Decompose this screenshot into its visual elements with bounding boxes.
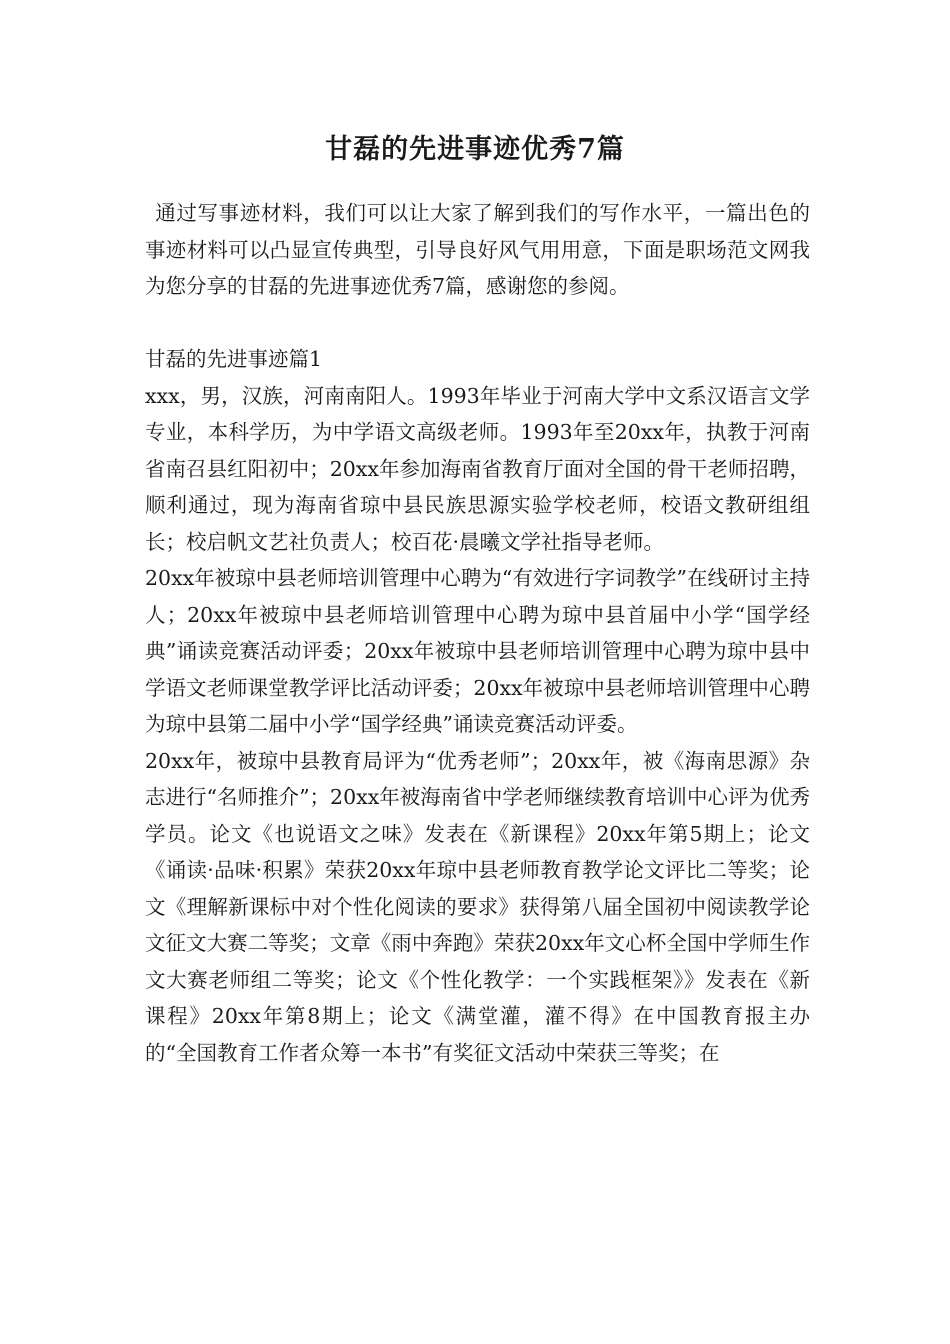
body-paragraph-1: xxx，男，汉族，河南南阳人。1993年毕业于河南大学中文系汉语言文学专业，本科学历，为中学语文高级老师。1993年至20xx年，执教于河南省南召县红阳初中；20xx年参加海南省教育厅面对全国的骨干老师招聘，顺利通过，现为海南省琼中县民族思源实验学校老师，校语文教研组组长；校启帆文艺社负责人；校百花·晨曦文学社指导老师。 xyxy=(145,383,810,554)
document-body xyxy=(145,195,810,1071)
intro-paragraph: 通过写事迹材料，我们可以让大家了解到我们的写作水平，一篇出色的事迹材料可以凸显宣传典型，引导良好风气用用意，下面是职场范文网我为您分享的甘磊的先进事迹优秀7篇，感谢您的参阅。 xyxy=(145,201,810,298)
body-paragraph-3: 20xx年，被琼中县教育局评为“优秀老师”；20xx年，被《海南思源》杂志进行“名师推介”；20xx年被海南省中学老师继续教育培训中心评为优秀学员。论文《也说语文之味》发表在《新课程》20xx年第5期上；论文《诵读·品味·积累》荣获20xx年琼中县老师教育教学论文评比二等奖；论文《理解新课标中对个性化阅读的要求》获得第八届全国初中阅读教学论文征文大赛二等奖；文章《雨中奔跑》荣获20xx年文心杯全国中学师生作文大赛老师组二等奖；论文《个性化教学：一个实践框架》》发表在《新课程》20xx年第8期上；论文《满堂灌，灌不得》在中国教育报主办的“全国教育工作者众筹一本书”有奖征文活动中荣获三等奖；在 xyxy=(145,748,810,1065)
section-heading: 甘磊的先进事迹篇1 xyxy=(145,347,323,371)
document-title: 甘磊的先进事迹优秀7篇 xyxy=(325,134,625,165)
paragraph-spacer xyxy=(145,305,810,342)
body-paragraph-2: 20xx年被琼中县老师培训管理中心聘为“有效进行字词教学”在线研讨主持人；20xx年被琼中县老师培训管理中心聘为琼中县首届中小学“国学经典”诵读竞赛活动评委；20xx年被琼中县老师培训管理中心聘为琼中县中学语文老师课堂教学评比活动评委；20xx年被琼中县老师培训管理中心聘为琼中县第二届中小学“国学经典”诵读竞赛活动评委。 xyxy=(145,566,810,736)
